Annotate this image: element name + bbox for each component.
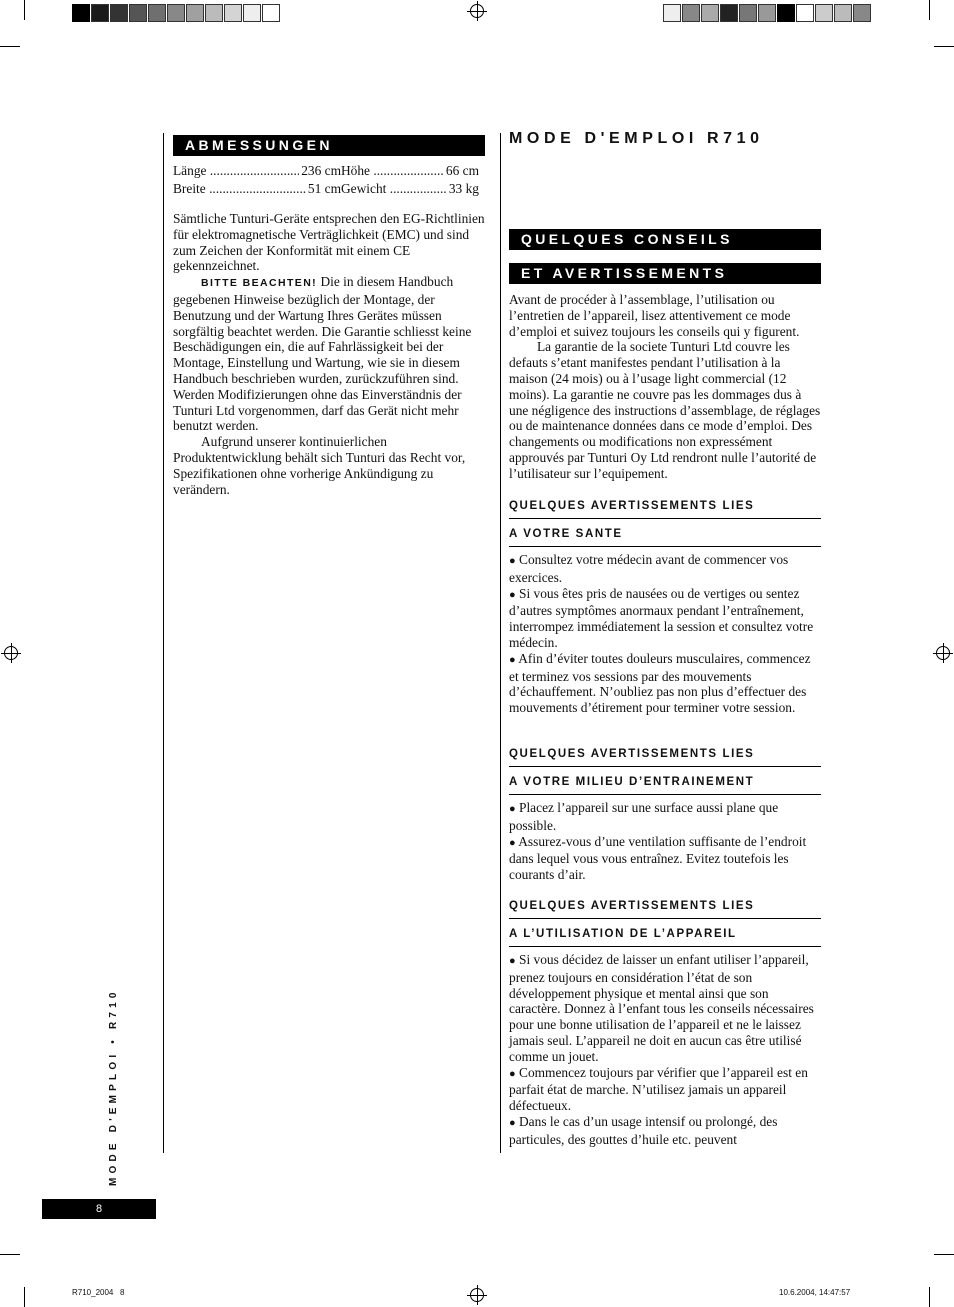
dim-label: Gewicht ..... xyxy=(341,180,447,198)
paragraph: Sämtliche Tunturi-Geräte entsprechen den EG-Richtlinien für elektromagnetische Verträglichkeit (EMC) und sind zum Zeichen der Konformität mit einem CE gekennzeichnet. xyxy=(173,211,485,274)
subheading: A L’UTILISATION DE L’APPAREIL xyxy=(509,927,821,947)
section-heading-advice: QUELQUES CONSEILS xyxy=(509,229,821,250)
section-heading-dimensions: ABMESSUNGEN xyxy=(173,135,485,156)
subheading: QUELQUES AVERTISSEMENTS LIES xyxy=(509,499,821,519)
left-body-text xyxy=(173,211,485,497)
bullet-icon: ● xyxy=(509,955,516,967)
crop-mark xyxy=(929,0,930,20)
list-item: ● Assurez-vous d’une ventilation suffisante de l’endroit dans lequel vous vous entraînez. Evitez toutefois les courants d’air. xyxy=(509,833,807,883)
dim-value: 66 cm xyxy=(445,163,479,178)
list-item: ● Placez l’appareil sur une surface aussi plane que possible. xyxy=(509,800,779,833)
paragraph: Avant de procéder à l’assemblage, l’utilisation ou l’entretien de l’appareil, lisez attentivement ce mode d’emploi et suivez toujours les conseils qui y figurent. xyxy=(509,292,800,339)
subheading: A VOTRE SANTE xyxy=(509,527,821,547)
bullet-icon: ● xyxy=(509,803,516,815)
list-item: ● Commencez toujours par vérifier que l’appareil est en parfait état de marche. N’utilisez jamais un appareil défectueux. xyxy=(509,1064,808,1114)
bullet-list xyxy=(509,952,821,1148)
paragraph xyxy=(173,274,485,434)
paragraph: La garantie de la societe Tunturi Ltd couvre les defauts s’etant manifestes pendant l’utilisation à la maison (24 mois) ou à l’usage light commercial (12 moins). La garantie ne couvre pas les dommages dus à une négligence des instructions d’assemblage, de réglages ou de maintenance données dans ce mode d’emploi. Des changements ou modifications non expressément approuvés par Tunturi Oy Ltd rendront nulle l’autorité de l’utilisateur sur l’equipement. xyxy=(509,339,821,481)
crop-mark xyxy=(0,46,20,47)
subheading: QUELQUES AVERTISSEMENTS LIES xyxy=(509,899,821,919)
color-bar-left xyxy=(72,2,292,21)
subheading: A VOTRE MILIEU D’ENTRAINEMENT xyxy=(509,775,821,795)
dim-label: Länge ..... xyxy=(173,162,299,180)
crop-mark xyxy=(934,1254,954,1255)
crop-mark xyxy=(934,46,954,47)
bullet-icon: ● xyxy=(509,588,516,601)
registration-mark-icon xyxy=(936,646,950,660)
bullet-icon: ● xyxy=(509,1067,516,1080)
dim-label: Höhe ..... xyxy=(341,162,444,180)
bullet-icon: ● xyxy=(509,653,516,666)
dim-value: 236 cm xyxy=(301,163,341,178)
list-item: ● Dans le cas d’un usage intensif ou prolongé, des particules, des gouttes d’huile etc. peuvent xyxy=(509,1113,778,1147)
crop-mark xyxy=(24,1287,25,1307)
bullet-icon: ● xyxy=(509,1116,516,1129)
side-label: MODE D'EMPLOI • R710 xyxy=(108,988,119,1186)
crop-mark xyxy=(929,1287,930,1307)
right-intro-text xyxy=(509,292,821,482)
registration-mark-icon xyxy=(4,646,18,660)
registration-mark-icon xyxy=(470,4,484,18)
dim-value: 51 cm xyxy=(307,181,341,196)
crop-mark xyxy=(24,0,25,20)
notice-label: BITTE BEACHTEN! xyxy=(201,277,318,290)
bullet-icon: ● xyxy=(509,555,516,567)
dim-label: Breite ..... xyxy=(173,180,306,198)
page-title: MODE D'EMPLOI R710 xyxy=(509,130,764,147)
color-bar-right xyxy=(663,2,883,21)
section-heading-warnings: ET AVERTISSEMENTS xyxy=(509,263,821,284)
page-number: 8 xyxy=(95,1203,103,1215)
list-item: ● Afin d’éviter toutes douleurs musculaires, commencez et terminez vos sessions par des mouvements d’échauffement. N’oubliez pas non plus d’effectuer des mouvements d’étirement pour terminer votre session. xyxy=(509,650,811,716)
bullet-list xyxy=(509,552,821,716)
list-item: ● Consultez votre médecin avant de commencer vos exercices. xyxy=(509,552,789,585)
subheading: QUELQUES AVERTISSEMENTS LIES xyxy=(509,747,821,767)
bullet-icon: ● xyxy=(509,836,516,849)
paragraph: Aufgrund unserer kontinuierlichen Produktentwicklung behält sich Tunturi das Recht vor, Spezifikationen ohne vorherige Ankündigung zu verändern. xyxy=(173,434,466,497)
registration-mark-icon xyxy=(470,1288,484,1302)
footer-timestamp: 10.6.2004, 14:47:57 xyxy=(779,1288,851,1297)
crop-mark xyxy=(0,1254,20,1255)
column-rule xyxy=(500,133,501,1153)
bullet-list xyxy=(509,800,821,883)
page-number-box xyxy=(42,1199,156,1219)
dim-value: 33 kg xyxy=(448,181,479,196)
dimensions-table xyxy=(173,162,485,198)
footer-file-label: R710_2004 8 xyxy=(72,1288,125,1297)
paragraph-text: Die in diesem Handbuch gegebenen Hinweise bezüglich der Montage, der Benutzung und der Wartung Ihres Gerätes müssen sorgfältig beachtet werden. Die Garantie schliesst keine Beschädigungen ein, die auf Fahrlässigkeit bei der Montage, Einstellung und Wartung, wie sie in diesem Handbuch beschrieben wurden, zurückzuführen sind. Werden Modifizierungen ohne das Einverständnis der Tunturi Ltd vorgenommen, darf das Gerät nicht mehr benutzt werden. xyxy=(173,274,472,434)
column-rule xyxy=(163,133,164,1153)
list-item: ● Si vous décidez de laisser un enfant utiliser l’appareil, prenez toujours en considération l’état de son développement physique et mental ainsi que son caractère. Donnez à l’enfant tous les conseils nécessaires pour une bonne utilisation de l’appareil et ne le laissez jamais seul. L’appareil ne doit en aucun cas être utilisé comme un jouet. xyxy=(509,952,814,1064)
list-item: ● Si vous êtes pris de nausées ou de vertiges ou sentez d’autres symptômes anormaux pendant l’entraînement, interrompez immédiatement la session et consultez votre médecin. xyxy=(509,585,814,650)
